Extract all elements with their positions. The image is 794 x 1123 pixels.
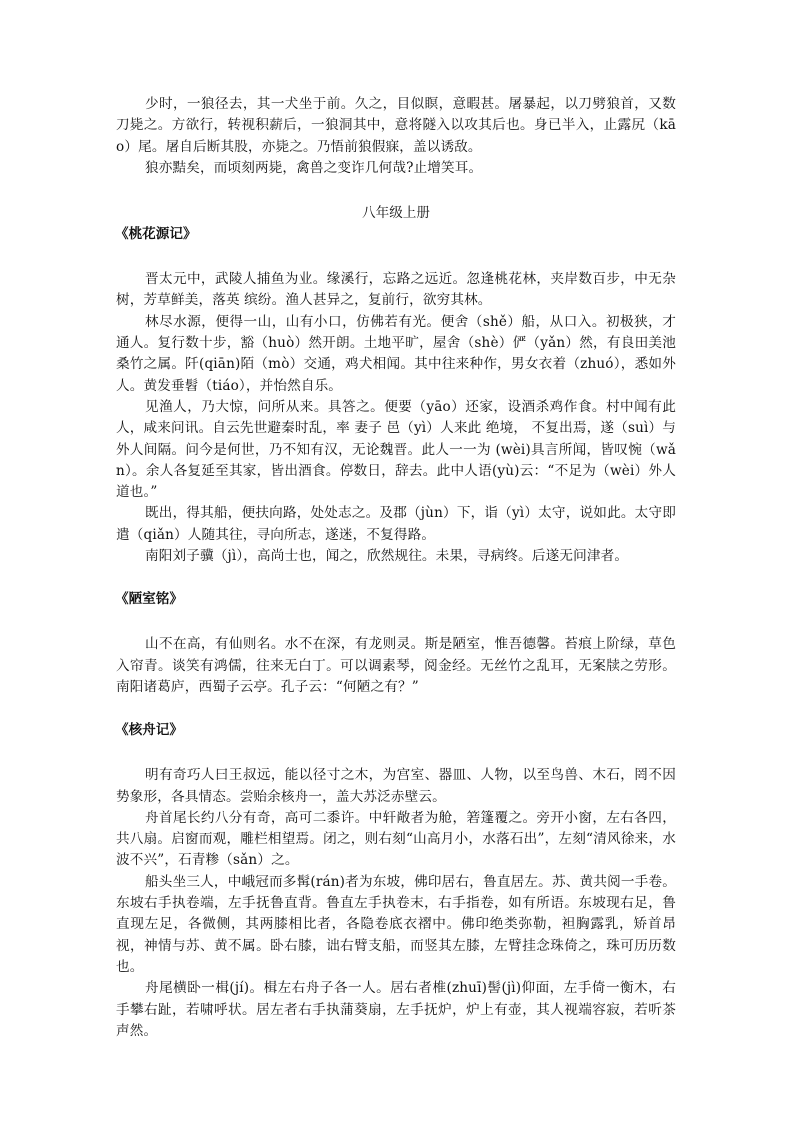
hezhouji-paragraph-4: 舟尾横卧一楫(jí)。楫左右舟子各一人。居右者椎(zhuī)髻(jì)仰面，左手倚一衡木，右手攀右趾，若啸呼状。居左者右手执蒲葵扇，左手抚炉，炉上有壶，其人视端容寂，若听茶声然。: [116, 980, 676, 1039]
wolf-paragraph-2: 狼亦黠矣，而顷刻两毙，禽兽之变诈几何哉?止增笑耳。: [145, 159, 483, 176]
hezhouji-paragraph-1: 明有奇巧人曰王叔远，能以径寸之木，为宫室、器皿、人物，以至鸟兽、木石，罔不因势象形，各具情态。尝贻余核舟一，盖大苏泛赤壁云。: [116, 767, 676, 805]
taohuayuan-paragraph-4: 既出，得其船，便扶向路，处处志之。及郡（jùn）下，诣（yì）太守，说如此。太守即遣（qiǎn）人随其往，寻向所志，遂迷，不复得路。: [116, 505, 676, 543]
document-content: [116, 94, 676, 1042]
taohuayuan-paragraph-3: 见渔人，乃大惊，问所从来。具答之。便要（yāo）还家，设酒杀鸡作食。村中闻有此人，咸来问讯。自云先世避秦时乱，率 妻子 邑（yì）人来此 绝境， 不复出焉，遂（suì）与外人间隔。问今是何世，乃不知有汉，无论魏晋。此人一一为 (wèi)具言所闻，皆叹惋（wǎn）。余人各复延至其家，皆出酒食。停数日，辞去。此中人语(yù)云：“不足为（wèi）外人道也。”: [116, 398, 676, 501]
hezhouji-title: 《核舟记》: [115, 722, 183, 739]
taohuayuan-paragraph-1: 晋太元中，武陵人捕鱼为业。缘溪行，忘路之远近。忽逢桃花林，夹岸数百步，中无杂树，芳草鲜美，落英 缤纷。渔人甚异之，复前行，欲穷其林。: [116, 271, 676, 309]
taohuayuan-title: 《桃花源记》: [115, 226, 197, 243]
loushiming-paragraph-1: 山不在高，有仙则名。水不在深，有龙则灵。斯是陋室，惟吾德馨。苔痕上阶绿，草色入帘青。谈笑有鸿儒，往来无白丁。可以调素琴，阅金经。无丝竹之乱耳，无案牍之劳形。南阳诸葛庐，西蜀子云亭。孔子云：“何陋之有？”: [116, 636, 676, 695]
loushiming-title: 《陋室铭》: [115, 591, 183, 608]
taohuayuan-paragraph-2: 林尽水源，便得一山，山有小口，仿佛若有光。便舍（shě）船，从口入。初极狭，才通人。复行数十步，豁（huò）然开朗。土地平旷，屋舍（shè）俨（yǎn）然，有良田美池桑竹之属。阡(qiān)陌（mò）交通，鸡犬相闻。其中往来种作，男女衣着（zhuó），悉如外人。黄发垂髫（tiáo），并怡然自乐。: [116, 313, 676, 394]
grade-title: 八年级上册: [362, 205, 430, 222]
hezhouji-paragraph-3: 船头坐三人，中峨冠而多髯(rán)者为东坡，佛印居右，鲁直居左。苏、黄共阅一手卷。东坡右手执卷端，左手抚鲁直背。鲁直左手执卷末，右手指卷，如有所语。东坡现右足，鲁直现左足，各微侧，其两膝相比者，各隐卷底衣褶中。佛印绝类弥勒，袒胸露乳，矫首昂视，神情与苏、黄不属。卧右膝，诎右臂支船，而竖其左膝，左臂挂念珠倚之，珠可历历数也。: [116, 873, 676, 975]
hezhouji-paragraph-2: 舟首尾长约八分有奇，高可二黍许。中轩敞者为舱，箬篷覆之。旁开小窗，左右各四，共八扇。启窗而观，雕栏相望焉。闭之，则右刻“山高月小，水落石出”，左刻“清风徐来，水波不兴”，石青糁（sǎn）之。: [116, 809, 676, 869]
wolf-paragraph-1: 少时，一狼径去，其一犬坐于前。久之，目似瞑，意暇甚。屠暴起，以刀劈狼首，又数刀毙之。方欲行，转视积薪后，一狼洞其中，意将隧入以攻其后也。身已半入，止露尻（kāo）尾。屠自后断其股，亦毙之。乃悟前狼假寐，盖以诱敌。: [116, 96, 676, 155]
taohuayuan-paragraph-5: 南阳刘子骥（jì），高尚士也，闻之，欣然规往。未果，寻病终。后遂无问津者。: [145, 548, 629, 565]
